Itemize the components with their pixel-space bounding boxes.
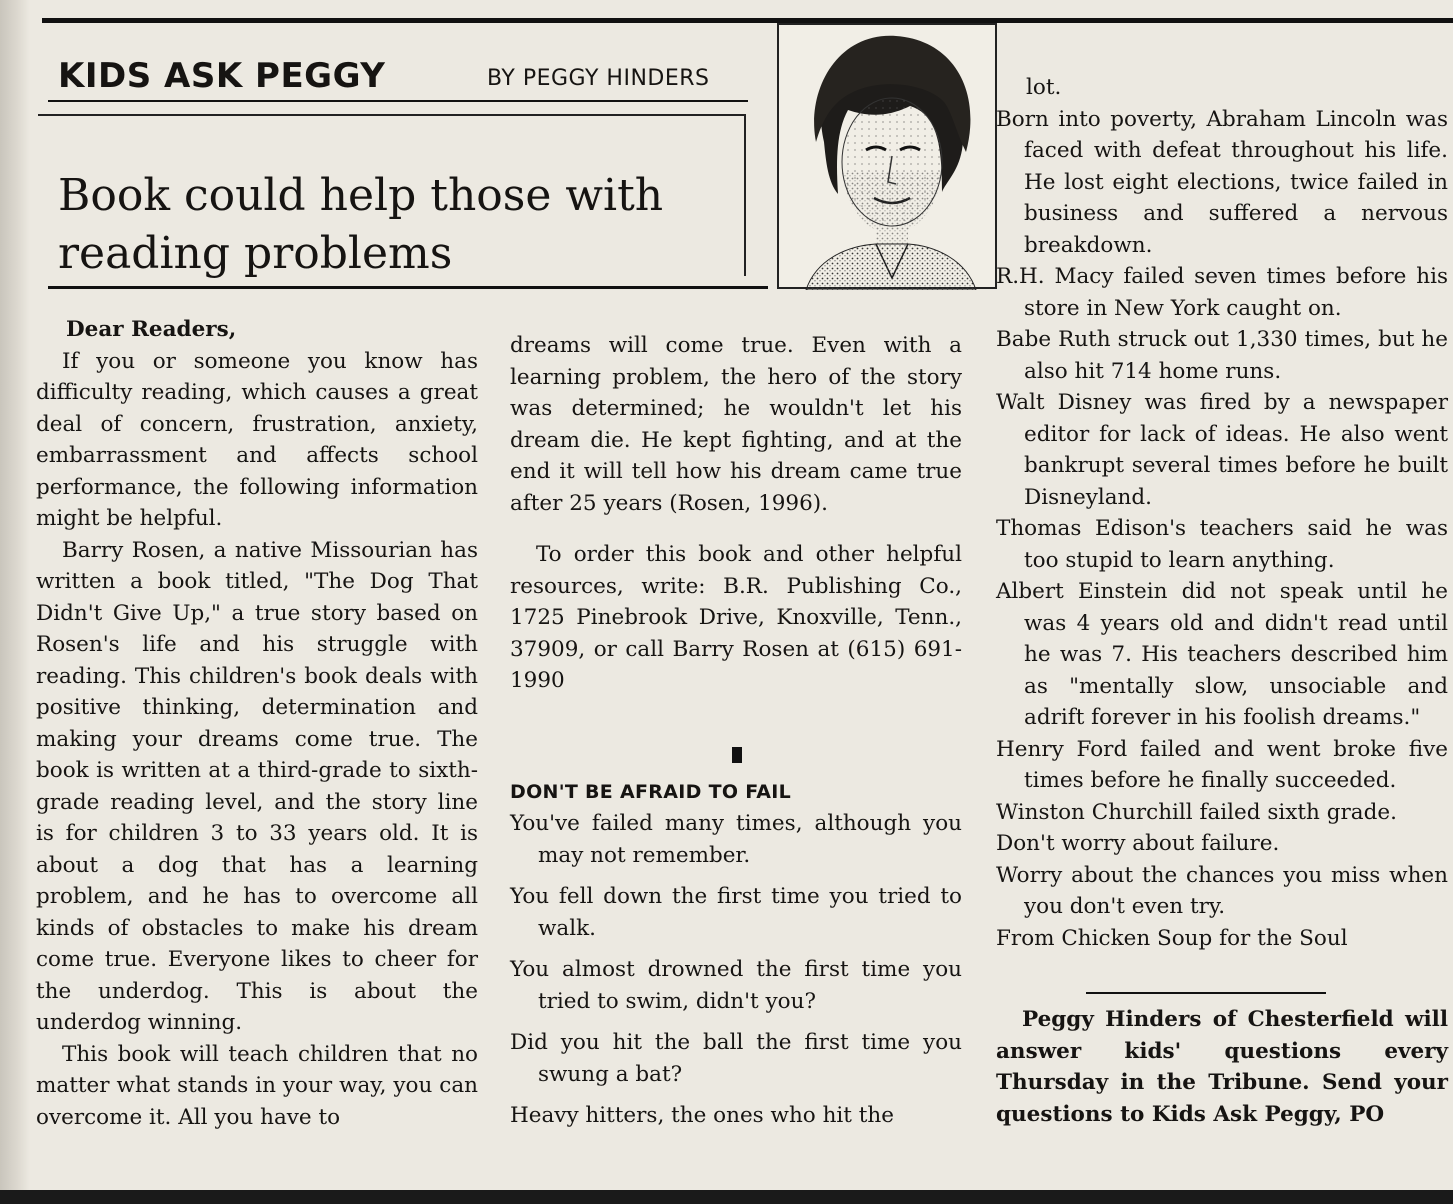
list-item: You've failed many times, although you may not remember. (510, 811, 962, 868)
list-item: Heavy hitters, the ones who hit the (510, 1103, 894, 1128)
signature-rule (1086, 992, 1326, 994)
list-item: Walt Disney was fired by a newspaper editor for lack of ideas. He also went bankrupt several times before he built Disneyland. (996, 390, 1448, 510)
list-item: Thomas Edison's teachers said he was too stupid to learn anything. (996, 516, 1448, 573)
top-rule (42, 18, 1453, 23)
article-column-1 (36, 314, 478, 1133)
paragraph: This book will teach children that no matter what stands in your way, you can overcome it. All you have to (36, 1041, 478, 1130)
column-name: KIDS ASK PEGGY (58, 56, 386, 96)
list-item: Babe Ruth struck out 1,330 times, but he also hit 714 home runs. (996, 327, 1448, 384)
author-portrait (776, 22, 998, 290)
list-item: You fell down the first time you tried to walk. (510, 884, 962, 941)
byline: BY PEGGY HINDERS (487, 66, 710, 91)
article-column-3 (996, 72, 1448, 1130)
list-item: You almost drowned the first time you tried to swim, didn't you? (510, 957, 962, 1014)
list-item: R.H. Macy failed seven times before his store in New York caught on. (996, 264, 1448, 321)
headline-underline (48, 286, 768, 289)
headline: Book could help those with reading problems (58, 170, 664, 280)
list-item: Worry about the chances you miss when you don't even try. (996, 862, 1448, 919)
header-rule (48, 100, 748, 102)
list-item: Winston Churchill failed sixth grade. (996, 799, 1397, 825)
salutation: Dear Readers, (66, 317, 237, 342)
paragraph: If you or someone you know has difficulty reading, which causes a great deal of concern, frustration, anxiety, embarrassment and affects school performance, the following information might be helpful. (36, 348, 478, 531)
bottom-rule (0, 1190, 1453, 1204)
list-item: Don't worry about failure. (996, 831, 1280, 856)
subhead: DON'T BE AFRAID TO FAIL (510, 780, 792, 803)
list-item: lot. (1026, 75, 1062, 100)
source-credit: From Chicken Soup for the Soul (996, 925, 1348, 951)
section-break-mark (732, 747, 742, 763)
page-edge-shadow (0, 0, 30, 1204)
list-item: Born into poverty, Abraham Lincoln was faced with defeat throughout his life. He lost eight elections, twice failed in business and suffered a nervous breakdown. (996, 106, 1448, 258)
list-item: Henry Ford failed and went broke five times before he finally succeeded. (996, 736, 1448, 793)
paragraph: dreams will come true. Even with a learning problem, the hero of the story was determined; he wouldn't let his dream die. He kept fighting, and at the end it will tell how his dream came true after 25 years (Rosen, 1996). (510, 333, 962, 516)
list-item: Albert Einstein did not speak until he was 4 years old and didn't read until he was 7. His teachers described him as "mentally slow, unsociable and adrift forever in his foolish dreams." (996, 579, 1448, 730)
paragraph: Barry Rosen, a native Missourian has written a book titled, "The Dog That Didn't Give Up," a true story based on Rosen's life and his struggle with reading. This children's book deals with positive thinking, determination and making your dreams come true. The book is written at a third-grade to sixth-grade reading level, and the story line is for children 3 to 33 years old. It is about a dog that has a learning problem, and he has to overcome all kinds of obstacles to make his dream come true. Everyone likes to cheer for the underdog. This is about the underdog winning. (36, 537, 478, 1035)
paragraph: To order this book and other helpful resources, write: B.R. Publishing Co., 1725 Pinebrook Drive, Knoxville, Tenn., 37909, or call Barry Rosen at (615) 691-1990 (510, 542, 962, 693)
author-note: Peggy Hinders of Chesterfield will answer kids' questions every Thursday in the Tribune. Send your questions to Kids Ask Peggy, PO (996, 1007, 1448, 1127)
article-column-2 (510, 330, 962, 1142)
list-item: Did you hit the ball the first time you swung a bat? (510, 1030, 962, 1087)
